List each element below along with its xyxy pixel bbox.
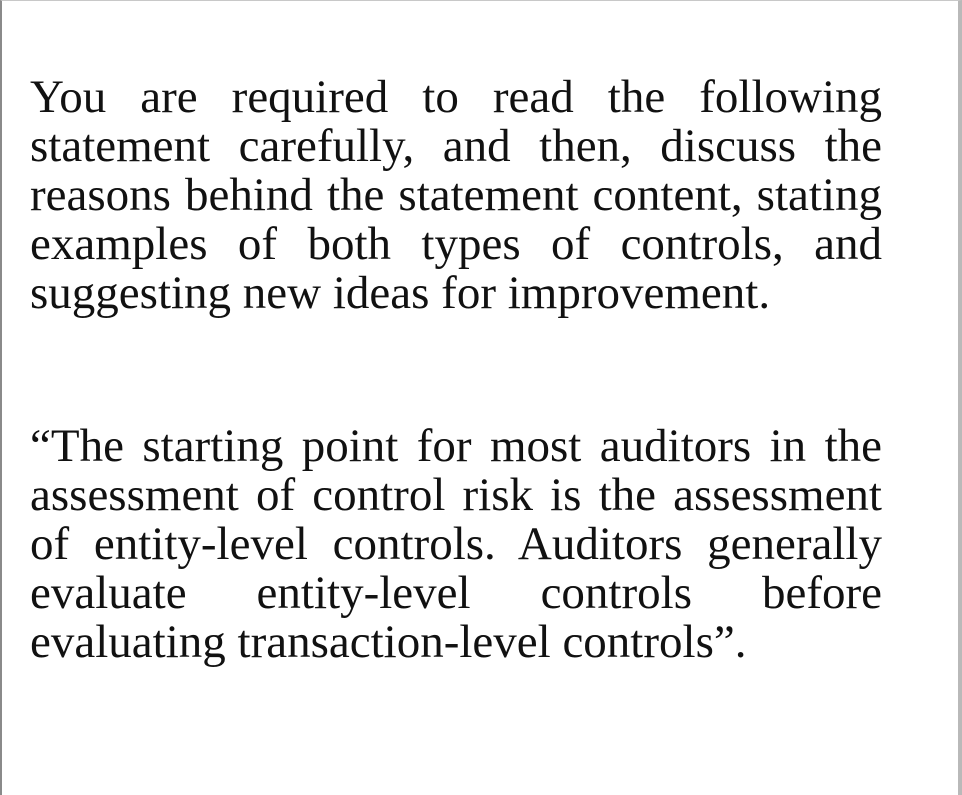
instructions-paragraph: You are required to read the following statement carefully, and then, discuss the reasons behind the statement content, stating examples of both types of controls, and suggesting new ideas for improvement. bbox=[30, 71, 882, 319]
document-content bbox=[30, 73, 882, 667]
quoted-statement: “The starting point for most auditors in the assessment of control risk is the assessment of entity-level controls. Auditors generally evaluate entity-level controls before evaluating transaction-level controls”. bbox=[30, 420, 882, 668]
